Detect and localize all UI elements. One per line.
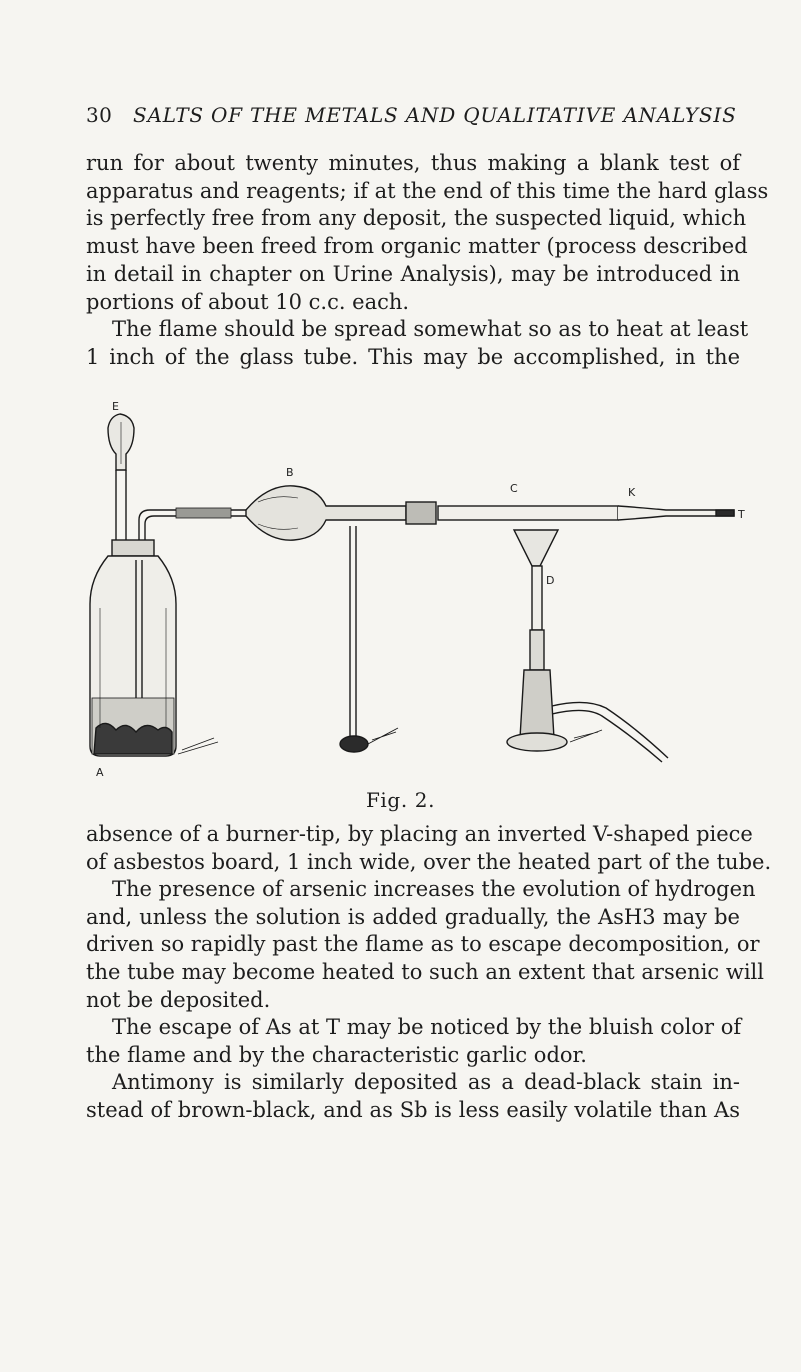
- running-title: SALTS OF THE METALS AND QUALITATIVE ANALYSIS: [133, 103, 737, 127]
- text-line: stead of brown-black, and as Sb is less easily volatile than As: [86, 1097, 740, 1122]
- text-line: apparatus and reagents; if at the end of this time the hard glass: [86, 178, 769, 203]
- text-line: Antimony is similarly deposited as a dead-black stain in-: [112, 1070, 740, 1094]
- running-header: [86, 103, 737, 127]
- paragraph-blank-test: [86, 150, 769, 316]
- text-line: 1 inch of the glass tube. This may be accomplished, in the: [86, 344, 740, 369]
- label-d: D: [546, 574, 555, 587]
- label-c: C: [510, 482, 518, 495]
- text-line: and, unless the solution is added gradually, the AsH3 may be: [86, 904, 740, 929]
- retort-stand: [340, 526, 398, 752]
- text-line: in detail in chapter on Urine Analysis), may be introduced in: [86, 261, 740, 286]
- label-a: A: [96, 766, 104, 779]
- apparatus-figure: [86, 398, 754, 784]
- text-line: not be deposited.: [86, 987, 271, 1012]
- text-line: run for about twenty minutes, thus making a blank test of: [86, 151, 740, 175]
- text-line: the tube may become heated to such an extent that arsenic will: [86, 960, 764, 985]
- paragraph-asbestos: [86, 821, 772, 876]
- text-line: driven so rapidly past the flame as to escape decomposition, or: [86, 932, 760, 957]
- hard-glass-tube: [406, 502, 734, 524]
- text-line: The flame should be spread somewhat so as to heat at least: [112, 317, 749, 341]
- label-b: B: [286, 466, 294, 479]
- paragraph-antimony: [86, 1069, 740, 1124]
- bunsen-burner-d: [507, 530, 668, 762]
- paragraph-hydrogen: [86, 876, 764, 1015]
- figure-caption: Fig. 2.: [365, 788, 436, 812]
- bulb-b: [246, 486, 406, 540]
- text-line: of asbestos board, 1 inch wide, over the heated part of the tube.: [86, 849, 772, 874]
- label-e: E: [112, 400, 119, 413]
- page-number: 30: [86, 103, 113, 127]
- text-line: portions of about 10 c.c. each.: [86, 289, 410, 314]
- paragraph-flame-spread: [86, 316, 749, 371]
- text-line: The presence of arsenic increases the evolution of hydrogen: [112, 877, 756, 901]
- text-line: the flame and by the characteristic garlic odor.: [86, 1042, 587, 1067]
- label-k: K: [628, 486, 636, 499]
- text-line: is perfectly free from any deposit, the suspected liquid, which: [86, 206, 747, 231]
- paragraph-escape: [86, 1014, 740, 1069]
- generator-bottle-a: [90, 540, 218, 756]
- text-line: The escape of As at T may be noticed by the bluish color of: [112, 1015, 742, 1039]
- text-line: must have been freed from organic matter (process described: [86, 234, 748, 259]
- text-line: absence of a burner-tip, by placing an inverted V-shaped piece: [86, 822, 753, 846]
- label-t: T: [738, 508, 745, 521]
